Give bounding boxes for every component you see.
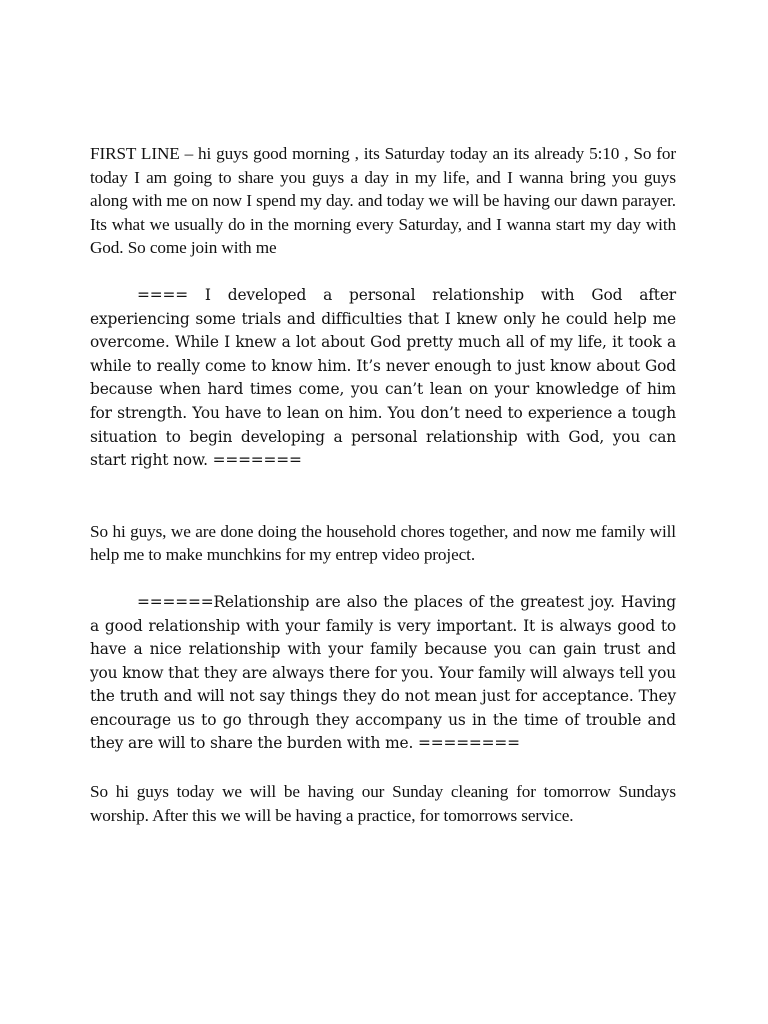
paragraph-household-chores: So hi guys, we are done doing the household chores together, and now me family will help me to make munchkins for my entrep video project. <box>90 521 676 565</box>
paragraph-relationship-with-god: ==== I developed a personal relationship with God after experiencing some trials and difficulties that I knew only he could help me overcome. While I knew a lot about God pretty much all of my life, it took a while to really come to know him. It’s never enough to just know about God because when hard times come, you can’t lean on your knowledge of him for strength. You have to lean on him. You don’t need to experience a tough situation to begin developing a personal relationship with God, you can start right now. ======= <box>90 285 676 470</box>
paragraph-family-relationship: ======Relationship are also the places of the greatest joy. Having a good relationship with your family is very important. It is always good to have a nice relationship with your family because you can gain trust and you know that they are always there for you. Your family will always tell you the truth and will not say things they do not mean just for acceptance. They encourage us to go through they accompany us in the time of trouble and they are will to share the burden with me. ======== <box>90 592 676 753</box>
paragraph-first-line: FIRST LINE – hi guys good morning , its Saturday today an its already 5:10 , So for today I am going to share you guys a day in my life, and I wanna bring you guys along with me on now I spend my day. and today we will be having our dawn parayer. Its what we usually do in the morning every Saturday, and I wanna start my day with God. So come join with me <box>90 144 676 258</box>
document-body <box>90 142 676 827</box>
paragraph-sunday-cleaning: So hi guys today we will be having our Sunday cleaning for tomorrow Sundays worship. After this we will be having a practice, for tomorrows service. <box>90 782 676 825</box>
